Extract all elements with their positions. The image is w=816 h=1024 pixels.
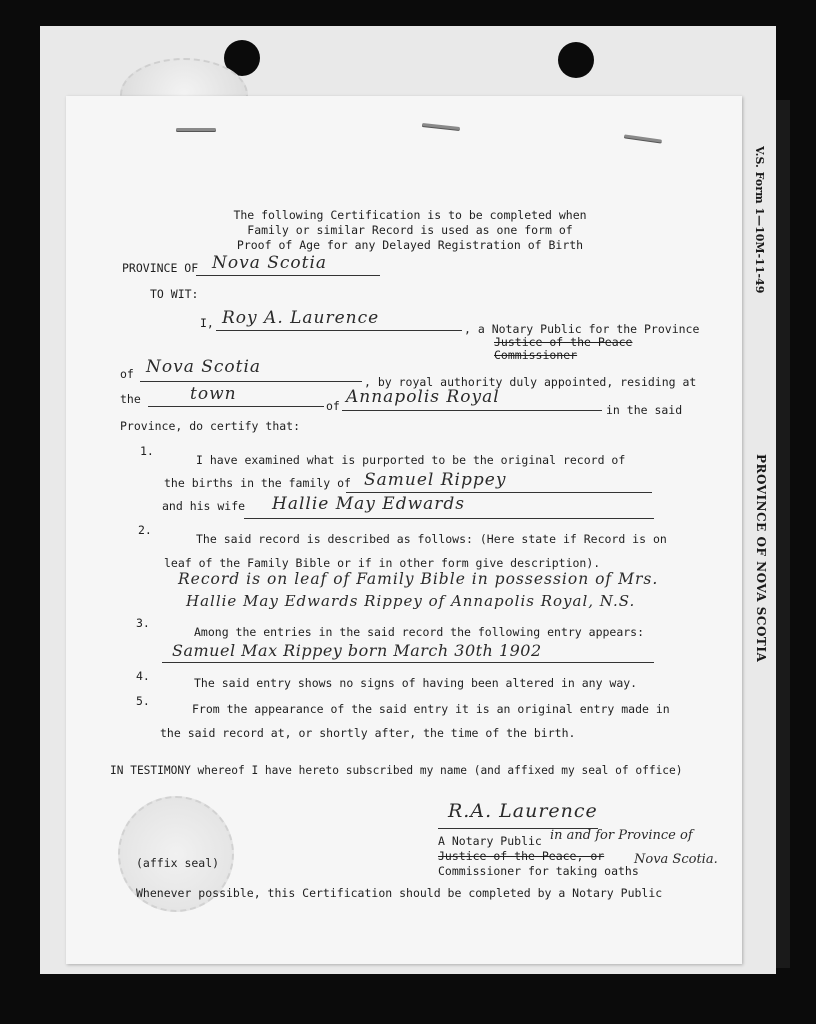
the-value-2: Annapolis Royal	[346, 387, 500, 407]
item3-number: 3.	[136, 616, 150, 630]
affix-seal-label: (affix seal)	[136, 856, 220, 870]
notary-prefix: I,	[200, 316, 214, 330]
item3-handwritten: Samuel Max Rippey born March 30th 1902	[172, 641, 542, 660]
signature-commissioner-line: Commissioner for taking oaths	[438, 864, 639, 878]
signature-handwritten-province: Nova Scotia.	[634, 852, 718, 867]
item4-text: The said entry shows no signs of having been altered in any way.	[194, 676, 638, 690]
province-value: Nova Scotia	[212, 253, 328, 273]
the-suffix: in the said	[606, 403, 683, 417]
signature-struck-jp: Justice of the Peace, or	[438, 849, 605, 863]
item2-handwritten-2: Hallie May Edwards Rippey of Annapolis Royal, N.S.	[186, 592, 636, 610]
footer-note: Whenever possible, this Certification should be completed by a Notary Public	[136, 886, 663, 900]
item3-underline	[162, 662, 654, 663]
signature-handwritten-addition: in and for Province of	[550, 828, 693, 843]
the-label: the	[120, 392, 141, 406]
province-banner: PROVINCE OF NOVA SCOTIA	[754, 454, 768, 663]
notary-struck-commissioner: Commissioner	[494, 348, 578, 362]
header-line-3: Proof of Age for any Delayed Registration of Birth	[236, 238, 584, 252]
signature-notary-line: A Notary Public	[438, 834, 542, 848]
province-underline	[196, 275, 380, 276]
the-value-1: town	[190, 384, 237, 404]
item1-number: 1.	[140, 444, 154, 458]
the-mid: of	[326, 399, 340, 413]
notary-name-underline	[216, 330, 462, 331]
header-line-2: Family or similar Record is used as one form of	[247, 223, 573, 237]
item1-wife-underline	[244, 518, 654, 519]
header-line-1: The following Certification is to be completed when	[233, 208, 587, 222]
punch-hole-right	[558, 42, 594, 78]
notary-signature: R.A. Laurence	[448, 800, 598, 822]
to-wit-label: TO WIT:	[150, 287, 199, 301]
item4-number: 4.	[136, 669, 150, 683]
testimony-text: IN TESTIMONY whereof I have hereto subscribed my name (and affixed my seal of office)	[110, 764, 683, 777]
the-underline-1	[148, 406, 324, 407]
item5-number: 5.	[136, 694, 150, 708]
item2-handwritten-1: Record is on leaf of Family Bible in possession of Mrs.	[178, 570, 659, 588]
item2-text-2: leaf of the Family Bible or if in other form give description).	[164, 556, 601, 570]
item1-family-value: Samuel Rippey	[364, 470, 507, 490]
form-number: V.S. Form 1—10M-11-49	[753, 146, 766, 294]
of-suffix: , by royal authority duly appointed, residing at	[364, 375, 697, 389]
of-value: Nova Scotia	[146, 357, 262, 377]
province-label: PROVINCE OF	[122, 261, 199, 275]
item3-text: Among the entries in the said record the following entry appears:	[194, 625, 645, 639]
certify-text: Province, do certify that:	[120, 419, 301, 433]
item2-text-1: The said record is described as follows: (Here state if Record is on	[196, 532, 667, 546]
item1-wife-value: Hallie May Edwards	[272, 494, 465, 514]
of-underline	[140, 381, 362, 382]
the-underline-2	[342, 410, 602, 411]
staple-left	[176, 128, 216, 131]
item1-wife-label: and his wife	[162, 499, 246, 513]
item2-number: 2.	[138, 523, 152, 537]
of-label: of	[120, 367, 134, 381]
notary-name: Roy A. Laurence	[222, 308, 380, 328]
item5-text-2: the said record at, or shortly after, the time of the birth.	[160, 726, 576, 740]
notary-title: , a Notary Public for the Province	[464, 322, 700, 336]
item5-text-1: From the appearance of the said entry it is an original entry made in	[192, 702, 670, 716]
notary-struck-jp: Justice of the Peace	[494, 335, 633, 349]
item1-family-underline	[346, 492, 652, 493]
binder-strip	[776, 100, 790, 968]
item1-text: I have examined what is purported to be the original record of	[196, 453, 626, 467]
item1-family-label: the births in the family of	[164, 476, 351, 490]
